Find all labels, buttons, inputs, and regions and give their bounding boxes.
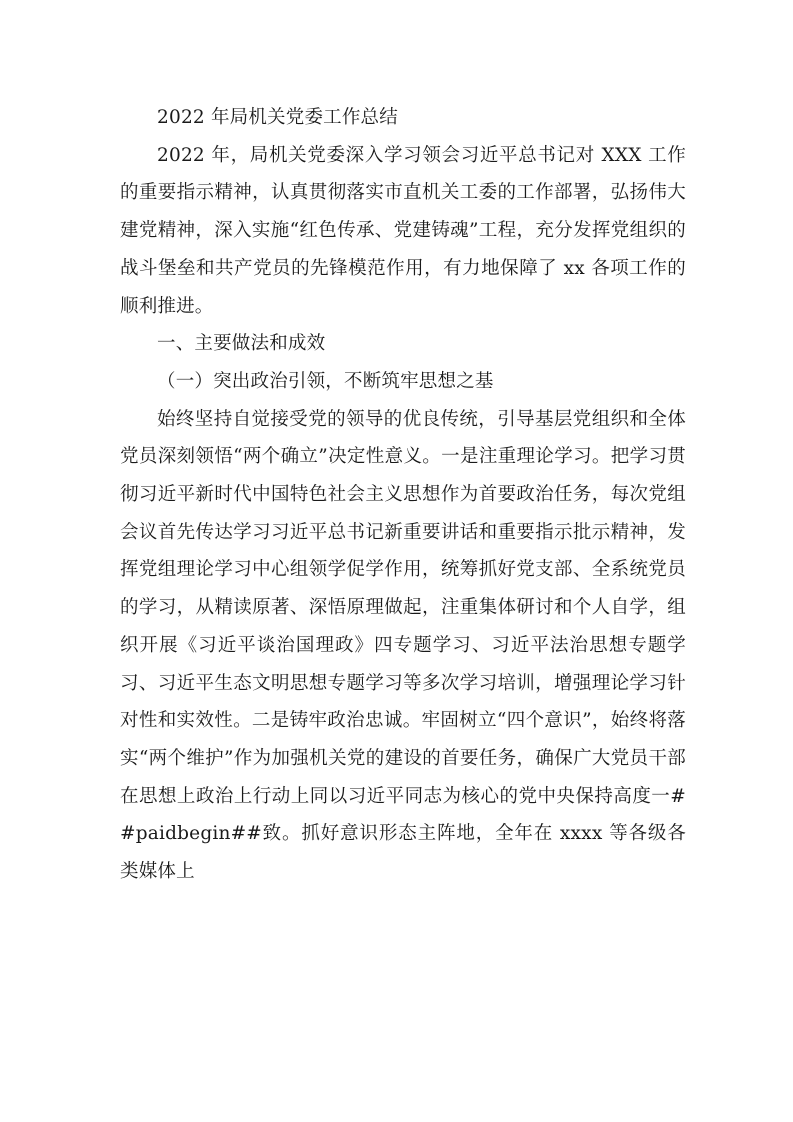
document-body [120, 99, 686, 891]
intro-paragraph: 2022 年，局机关党委深入学习领会习近平总书记对 XXX 工作的重要指示精神，认真贯彻落实市直机关工委的工作部署，弘扬伟大建党精神，深入实施“红色传承、党建铸魂”工程，充分发挥党组织的战斗堡垒和共产党员的先锋模范作用，有力地保障了 xx 各项工作的顺利推进。 [120, 144, 686, 317]
section-heading: 一、主要做法和成效 [157, 333, 326, 355]
body-paragraph: 始终坚持自觉接受党的领导的优良传统，引导基层党组织和全体党员深刻领悟“两个确立”决定性意义。一是注重理论学习。把学习贯彻习近平新时代中国特色社会主义思想作为首要政治任务，每次党组会议首先传达学习习近平总书记新重要讲话和重要指示批示精神，发挥党组理论学习中心组领学促学作用，统筹抓好党支部、全系统党员的学习，从精读原著、深悟原理做起，注重集体研讨和个人自学，组织开展《习近平谈治国理政》四专题学习、习近平法治思想专题学习、习近平生态文明思想专题学习等多次学习培训，增强理论学习针对性和实效性。二是铸牢政治忠诚。牢固树立“四个意识”，始终将落实“两个维护”作为加强机关党的建设的首要任务，确保广大党员干部在思想上政治上行动上同以习近平同志为核心的党中央保持高度一##paidbegin##致。抓好意识形态主阵地，全年在 xxxx 等各级各类媒体上 [120, 408, 686, 883]
document-title: 2022 年局机关党委工作总结 [157, 107, 398, 128]
subsection-heading: （一）突出政治引领，不断筑牢思想之基 [157, 370, 494, 392]
